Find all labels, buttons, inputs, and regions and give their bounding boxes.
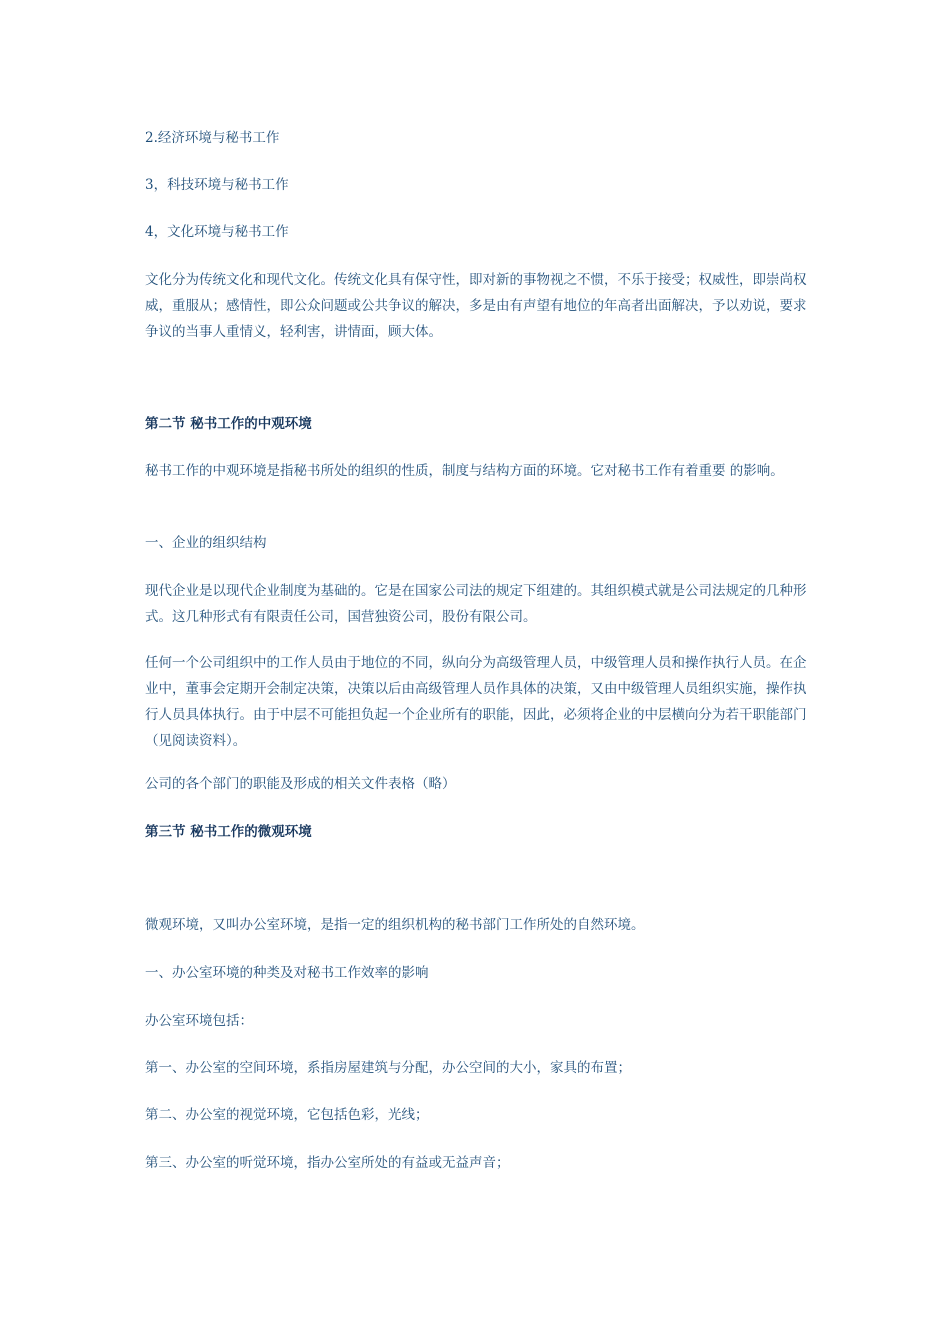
paragraph-economic-environment: 2.经济环境与秘书工作 (145, 130, 280, 146)
paragraph-culture-environment: 4，文化环境与秘书工作 (145, 224, 289, 240)
paragraph-meso-description: 秘书工作的中观环境是指秘书所处的组织的性质，制度与结构方面的环境。它对秘书工作有着重要 的影响。 (145, 463, 784, 479)
paragraph-culture-description: 文化分为传统文化和现代文化。传统文化具有保守性，即对新的事物视之不惯，不乐于接受；权威性，即崇尚权威，重服从；感情性，即公众问题或公共争议的解决，多是由有声望有地位的年高者出面解决，予以劝说，要求争议的当事人重情义，轻利害，讲情面，顾大体。 (145, 272, 807, 340)
paragraph-office-space: 第一、办公室的空间环境，系指房屋建筑与分配，办公空间的大小，家具的布置； (145, 1060, 631, 1076)
section-heading-meso: 第二节 秘书工作的中观环境 (145, 416, 312, 432)
section-heading-micro: 第三节 秘书工作的微观环境 (145, 824, 312, 840)
paragraph-office-audio: 第三、办公室的听觉环境，指办公室所处的有益或无益声音； (145, 1155, 510, 1171)
paragraph-office-includes: 办公室环境包括： (145, 1013, 253, 1029)
paragraph-office-types-title: 一、办公室环境的种类及对秘书工作效率的影响 (145, 965, 429, 981)
paragraph-department-functions: 公司的各个部门的职能及形成的相关文件表格（略） (145, 776, 456, 792)
paragraph-company-staff: 任何一个公司组织中的工作人员由于地位的不同，纵向分为高级管理人员，中级管理人员和操作执行人员。在企业中，董事会定期开会制定决策，决策以后由高级管理人员作具体的决策，又由中级管理人员组织实施，操作执行人员具体执行。由于中层不可能担负起一个企业所有的职能，因此，必须将企业的中层横向分为若干职能部门（见阅读资料）。 (145, 655, 807, 749)
paragraph-micro-description: 微观环境，又叫办公室环境，是指一定的组织机构的秘书部门工作所处的自然环境。 (145, 917, 645, 933)
paragraph-org-structure-title: 一、企业的组织结构 (145, 535, 267, 551)
paragraph-tech-environment: 3，科技环境与秘书工作 (145, 177, 289, 193)
paragraph-modern-enterprise: 现代企业是以现代企业制度为基础的。它是在国家公司法的规定下组建的。其组织模式就是公司法规定的几种形式。这几种形式有有限责任公司，国营独资公司，股份有限公司。 (145, 583, 807, 625)
paragraph-office-visual: 第二、办公室的视觉环境，它包括色彩，光线； (145, 1107, 429, 1123)
